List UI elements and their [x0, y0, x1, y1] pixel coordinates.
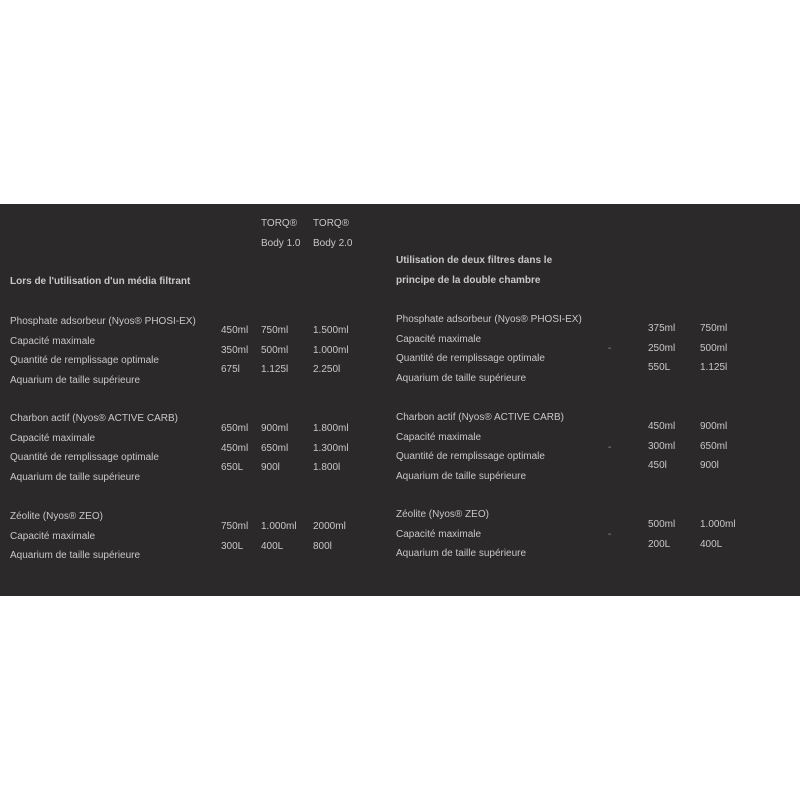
label: Aquarium de taille supérieure — [10, 471, 141, 483]
value: 500ml — [261, 344, 289, 356]
value: 1.000ml — [700, 519, 736, 530]
value: 450ml — [221, 442, 249, 454]
value: 900ml — [261, 423, 289, 434]
label: Zéolite (Nyos® ZEO) — [10, 511, 103, 522]
left-group-zeolite-col2 — [313, 517, 346, 556]
left-group-phosphate-col1 — [261, 321, 288, 380]
label: Charbon actif (Nyos® ACTIVE CARB) — [10, 413, 178, 424]
left-group-zeolite-col1 — [261, 517, 297, 556]
value: 650ml — [221, 423, 249, 434]
value: 1.800l — [313, 462, 341, 473]
label: Capacité maximale — [396, 431, 482, 443]
value: 900l — [700, 460, 719, 471]
value: 450ml — [648, 421, 676, 432]
value: 650ml — [261, 442, 289, 454]
label: Capacité maximale — [396, 528, 482, 540]
value: 750ml — [221, 521, 249, 532]
right-group-zeolite-labels — [396, 505, 526, 564]
label: Aquarium de taille supérieure — [10, 550, 141, 561]
right-group-phosphate-col2 — [700, 319, 727, 378]
value: 200L — [648, 538, 671, 550]
label: Quantité de remplissage optimale — [396, 451, 545, 462]
label: Phosphate adsorbeur (Nyos® PHOSI-EX) — [10, 316, 196, 327]
right-group-charbon-col1 — [648, 417, 675, 476]
left-group-phosphate-labels — [10, 312, 196, 390]
value: 250ml — [648, 342, 676, 354]
value: 800l — [313, 540, 332, 552]
label: Charbon actif (Nyos® ACTIVE CARB) — [396, 412, 564, 423]
value: 750ml — [261, 325, 289, 336]
value: 500ml — [648, 519, 676, 530]
label: Zéolite (Nyos® ZEO) — [396, 509, 489, 520]
right-group-zeolite-col2 — [700, 515, 736, 554]
value: 450ml — [221, 325, 249, 336]
left-group-zeolite-col0 — [221, 517, 248, 556]
header-torq-body-1 — [261, 214, 300, 254]
label: Aquarium de taille supérieure — [10, 374, 141, 386]
value: 1.300ml — [313, 442, 349, 454]
header-col2-line1: TORQ® — [313, 218, 350, 229]
left-section-title: Lors de l'utilisation d'un média filtrant — [10, 276, 191, 287]
value: 900ml — [700, 421, 728, 432]
value: 900l — [261, 462, 280, 473]
right-group-phosphate-dash: - — [608, 343, 612, 354]
label: Phosphate adsorbeur (Nyos® PHOSI-EX) — [396, 314, 582, 325]
right-group-phosphate-labels — [396, 310, 582, 388]
label: Capacité maximale — [10, 530, 96, 542]
right-title-line1: Utilisation de deux filtres dans le — [396, 255, 553, 266]
label: Quantité de remplissage optimale — [396, 353, 545, 364]
value: 1.000ml — [313, 344, 349, 356]
left-group-charbon-col0 — [221, 419, 248, 478]
value: 1.500ml — [313, 325, 349, 336]
value: 400L — [261, 540, 284, 552]
header-col2-line2: Body 2.0 — [313, 238, 353, 249]
left-group-charbon-labels — [10, 409, 178, 487]
value: 550L — [648, 362, 671, 373]
right-group-charbon-labels — [396, 408, 564, 486]
label: Aquarium de taille supérieure — [396, 372, 527, 384]
product-spec-panel — [0, 204, 800, 596]
value: 2.250l — [313, 364, 341, 375]
value: 1.000ml — [261, 521, 297, 532]
right-section-title — [396, 251, 552, 291]
right-group-phosphate-col1 — [648, 319, 675, 378]
value: 375ml — [648, 323, 676, 334]
value: 650L — [221, 462, 244, 473]
value: 450l — [648, 460, 667, 471]
value: 1.125l — [261, 364, 289, 375]
header-col1-line2: Body 1.0 — [261, 238, 301, 249]
value: 500ml — [700, 342, 728, 354]
left-group-zeolite-labels — [10, 507, 140, 566]
right-group-charbon-dash: - — [608, 442, 612, 453]
left-group-phosphate-col0 — [221, 321, 248, 380]
left-group-phosphate-col2 — [313, 321, 349, 380]
label: Quantité de remplissage optimale — [10, 452, 159, 463]
value: 750ml — [700, 323, 728, 334]
header-torq-body-2 — [313, 214, 352, 254]
right-title-line2: principe de la double chambre — [396, 275, 541, 286]
right-group-charbon-col2 — [700, 417, 727, 476]
label: Quantité de remplissage optimale — [10, 355, 159, 366]
value: 300ml — [648, 440, 676, 452]
value: 400L — [700, 538, 723, 550]
label: Aquarium de taille supérieure — [396, 548, 527, 559]
value: 675l — [221, 364, 240, 375]
label: Capacité maximale — [10, 432, 96, 444]
right-group-zeolite-dash: - — [608, 529, 612, 540]
label: Capacité maximale — [396, 333, 482, 345]
value: 350ml — [221, 344, 249, 356]
left-group-charbon-col2 — [313, 419, 349, 478]
value: 1.125l — [700, 362, 728, 373]
label: Capacité maximale — [10, 335, 96, 347]
value: 300L — [221, 540, 244, 552]
value: 650ml — [700, 440, 728, 452]
value: 1.800ml — [313, 423, 349, 434]
value: 2000ml — [313, 521, 346, 532]
label: Aquarium de taille supérieure — [396, 470, 527, 482]
header-col1-line1: TORQ® — [261, 218, 298, 229]
left-group-charbon-col1 — [261, 419, 288, 478]
right-group-zeolite-col1 — [648, 515, 675, 554]
